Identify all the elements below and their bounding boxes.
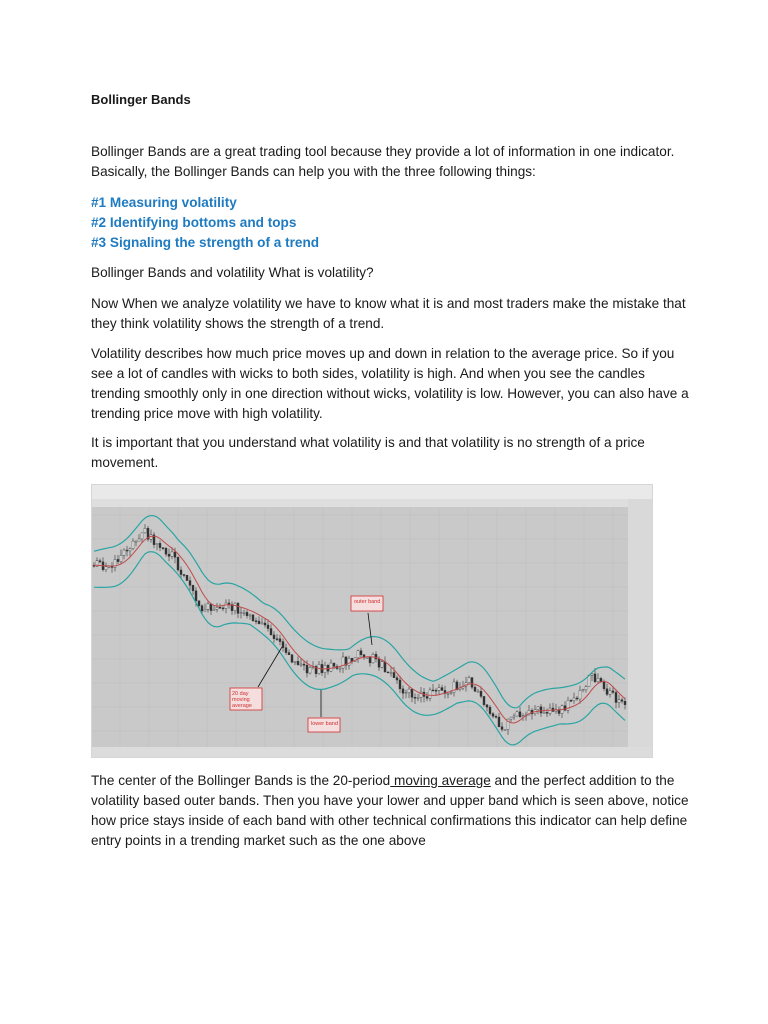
candle-body	[240, 613, 242, 614]
candle-body	[579, 690, 581, 699]
candle-body	[570, 700, 572, 701]
candle-body	[405, 693, 407, 694]
candle-body	[144, 528, 146, 533]
candle-body	[474, 687, 476, 691]
candle-body	[372, 654, 374, 663]
candle-body	[237, 603, 239, 613]
candle-body	[264, 623, 266, 625]
candle-body	[174, 552, 176, 557]
volatility-definition-paragraph: Volatility describes how much price moves up and down in relation to the average price. So if you see a lot of candles with wicks to both sides, volatility is high. And when you see the candles trending smoothly only in one direction without wicks, volatility is low. However, you can also have a trending price move with high volatility.	[91, 346, 689, 421]
candle-body	[498, 717, 500, 727]
candle-body	[282, 642, 284, 648]
candle-body	[261, 623, 263, 624]
candle-body	[159, 543, 161, 547]
candle-body	[228, 603, 230, 604]
candle-body	[471, 678, 473, 688]
list-item: #1 Measuring volatility	[91, 195, 237, 210]
candle-body	[510, 717, 512, 719]
candle-body	[177, 557, 179, 570]
candle-body	[576, 698, 578, 699]
candle-body	[612, 691, 614, 693]
candle-body	[582, 690, 584, 691]
candle-body	[309, 667, 311, 673]
ma-arrow	[258, 647, 282, 687]
candle-body	[483, 696, 485, 704]
conclusion-text-start: The center of the Bollinger Bands is the 20-period	[91, 773, 391, 788]
intro-paragraph: Bollinger Bands are a great trading tool because they provide a lot of information in one indicator. Basically, the Bollinger Bands can help you with the three following things:	[91, 144, 675, 179]
candle-body	[129, 549, 131, 551]
candle-body	[378, 659, 380, 667]
candle-body	[294, 661, 296, 662]
volatility-importance-paragraph: It is important that you understand what volatility is and that volatility is no strength of a price movement.	[91, 435, 645, 470]
candle-body	[189, 581, 191, 586]
candle-body	[300, 664, 302, 665]
candle-body	[180, 570, 182, 575]
conclusion-paragraph	[91, 771, 691, 851]
candle-body	[447, 693, 449, 694]
candle-body	[303, 664, 305, 665]
candle-body	[330, 663, 332, 671]
candle-body	[603, 682, 605, 689]
ma-label-line3: average	[232, 703, 252, 709]
candle-body	[486, 705, 488, 707]
candle-body	[135, 541, 137, 542]
conclusion-text-end: and the perfect addition to the volatility based outer bands. Then you have your lower and upper band which is seen above, notice how price stays inside of each band with other technical confirmations this indicator can help define entry points in a trending market such as the one above	[91, 773, 689, 848]
candle-body	[489, 707, 491, 714]
candle-body	[468, 678, 470, 683]
candle-body	[594, 674, 596, 682]
candle-body	[360, 651, 362, 655]
bollinger-chart-image	[91, 484, 653, 758]
chart-graphic	[92, 485, 652, 757]
volatility-heading-paragraph: Bollinger Bands and volatility What is volatility?	[91, 265, 374, 280]
candle-body	[186, 575, 188, 580]
candle-body	[165, 548, 167, 554]
moving-average-line	[94, 536, 625, 723]
chart-header	[92, 485, 652, 499]
candle-body	[417, 697, 419, 698]
candle-body	[597, 678, 599, 681]
candle-body	[162, 548, 164, 549]
candle-body	[540, 707, 542, 713]
candle-body	[348, 658, 350, 665]
candle-body	[495, 716, 497, 717]
candle-body	[216, 607, 218, 609]
candle-body	[624, 701, 626, 705]
candle-body	[537, 707, 539, 710]
volatility-intro-paragraph: Now When we analyze volatility we have to know what it is and most traders make the mistake that they think volatility shows the strength of a trend.	[91, 296, 686, 331]
candle-body	[225, 603, 227, 608]
list-item: #2 Identifying bottoms and tops	[91, 215, 297, 230]
candle-body	[384, 662, 386, 672]
candle-body	[99, 561, 101, 562]
candle-body	[195, 591, 197, 601]
candle-body	[279, 639, 281, 642]
candle-body	[276, 639, 278, 640]
page-title: Bollinger Bands	[91, 92, 191, 107]
candle-body	[168, 554, 170, 556]
candle-body	[585, 687, 587, 690]
candle-body	[618, 700, 620, 703]
candle-body	[519, 712, 521, 717]
price-axis	[628, 499, 652, 757]
candle-body	[441, 688, 443, 691]
candle-body	[222, 608, 224, 609]
candle-body	[258, 621, 260, 624]
lower-band-line	[94, 552, 625, 745]
candle-body	[132, 541, 134, 548]
outer-band-label: outer band	[354, 599, 381, 605]
chart-subheader	[92, 499, 652, 507]
candlesticks	[93, 524, 626, 735]
candle-body	[429, 690, 431, 698]
candle-body	[198, 601, 200, 606]
candle-body	[381, 662, 383, 667]
candle-body	[543, 712, 545, 713]
candle-body	[432, 690, 434, 691]
candle-body	[606, 689, 608, 695]
candle-body	[306, 665, 308, 673]
candle-body	[450, 693, 452, 694]
candle-body	[249, 615, 251, 616]
candle-body	[342, 657, 344, 668]
candle-body	[426, 696, 428, 698]
candle-body	[477, 691, 479, 692]
candle-body	[156, 543, 158, 544]
candle-body	[414, 697, 416, 698]
candle-body	[138, 539, 140, 541]
candle-body	[501, 727, 503, 730]
candle-body	[117, 559, 119, 561]
candle-body	[333, 663, 335, 666]
candle-body	[243, 612, 245, 613]
candle-body	[171, 552, 173, 556]
candle-body	[339, 668, 341, 669]
candle-body	[273, 635, 275, 639]
candle-body	[390, 672, 392, 673]
candle-body	[267, 625, 269, 629]
candle-body	[105, 567, 107, 570]
candle-body	[408, 689, 410, 693]
candle-body	[504, 729, 506, 730]
candle-body	[201, 606, 203, 611]
candle-body	[573, 698, 575, 701]
candle-body	[219, 607, 221, 608]
candle-body	[192, 585, 194, 591]
candle-body	[621, 700, 623, 701]
chart-grid	[92, 507, 628, 747]
time-axis	[92, 747, 652, 757]
candle-body	[141, 533, 143, 539]
candle-body	[270, 629, 272, 635]
candle-body	[126, 550, 128, 551]
candle-body	[210, 604, 212, 611]
candle-body	[255, 621, 257, 622]
ma-label-line1: 20 day	[232, 691, 249, 697]
candle-body	[609, 691, 611, 695]
candle-body	[288, 653, 290, 655]
candle-body	[615, 692, 617, 702]
candle-body	[291, 655, 293, 662]
candle-body	[435, 690, 437, 691]
moving-average-link[interactable]: moving average	[390, 773, 491, 788]
candle-body	[591, 674, 593, 675]
candle-body	[480, 691, 482, 696]
candle-body	[252, 615, 254, 621]
candle-body	[399, 680, 401, 689]
candle-body	[183, 575, 185, 576]
candle-body	[411, 689, 413, 697]
candle-body	[234, 603, 236, 611]
candle-body	[246, 612, 248, 615]
candle-body	[516, 712, 518, 716]
upper-band-line	[94, 516, 625, 708]
list-item: #3 Signaling the strength of a trend	[91, 235, 320, 250]
candle-body	[438, 688, 440, 691]
ma-label-line2: moving	[232, 697, 250, 703]
candle-body	[492, 714, 494, 717]
benefits-list	[91, 193, 691, 253]
outer-band-arrow	[368, 613, 372, 645]
candle-body	[285, 648, 287, 653]
candle-body	[393, 672, 395, 677]
candle-body	[213, 609, 215, 610]
lower-band-label: lower band	[311, 721, 338, 727]
candle-body	[357, 651, 359, 658]
candle-body	[123, 550, 125, 555]
candle-body	[297, 661, 299, 665]
candle-body	[402, 689, 404, 693]
candle-body	[369, 657, 371, 663]
candle-body	[207, 604, 209, 609]
candle-body	[396, 678, 398, 680]
candle-body	[120, 555, 122, 561]
candle-body	[513, 716, 515, 717]
candle-body	[204, 609, 206, 611]
candle-body	[546, 712, 548, 713]
candle-body	[387, 672, 389, 673]
candle-body	[366, 657, 368, 658]
